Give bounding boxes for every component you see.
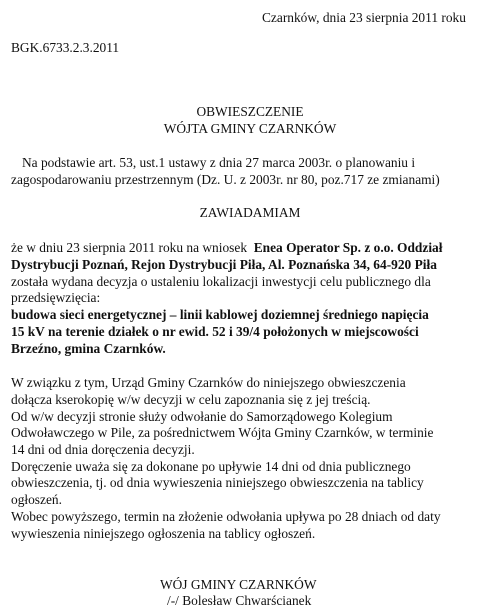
notice-line-1 (11, 240, 442, 256)
body-p3-line-2: obwieszczenia, tj. od dnia wywieszenia niniejszego obwieszczenia na tablicy (11, 475, 424, 490)
applicant-address: Dystrybucji Poznań, Rejon Dystrybucji Piła, Al. Poznańska 34, 64-920 Piła (11, 257, 437, 272)
applicant-name: Enea Operator Sp. z o.o. Oddział (253, 240, 443, 255)
signature-title: WÓJ GMINY CZARNKÓW (160, 577, 317, 592)
legal-basis-line-1: Na podstawie art. 53, ust.1 ustawy z dnia 27 marca 2003r. o planowaniu i (22, 155, 416, 170)
body-p2-line-2: Odwoławczego w Pile, za pośrednictwem Wójta Gminy Czarnków, w terminie (11, 425, 434, 440)
investment-line-3: Brzeźno, gmina Czarnków. (11, 341, 166, 356)
signature-name: /-/ Bolesław Chwarścianek (167, 593, 312, 608)
legal-basis-line-2: zagospodarowaniu przestrzennym (Dz. U. z 2003r. nr 80, poz.717 ze zmianami) (11, 172, 440, 187)
document-title: OBWIESZCZENIE (196, 104, 304, 119)
body-p2-line-1: Od w/w decyzji stronie służy odwołanie do Samorządowego Kolegium (11, 409, 393, 424)
notice-intro: że w dniu 23 sierpnia 2011 roku na wniosek (11, 240, 248, 255)
body-p1-line-2: dołącza kserokopię w/w decyzji w celu zapoznania się z jej treścią. (11, 392, 371, 407)
body-p2-line-3: 14 dni od dnia doręczenia decyzji. (11, 442, 195, 457)
reference-number: BGK.6733.2.3.2011 (11, 40, 120, 55)
body-p3-line-3: ogłoszeń. (11, 492, 62, 507)
investment-line-2: 15 kV na terenie działek o nr ewid. 52 i 39/4 położonych w miejscowości (11, 324, 419, 339)
body-p3-line-1: Doręczenie uważa się za dokonane po upływie 14 dni od dnia publicznego (11, 459, 411, 474)
body-p1-line-1: W związku z tym, Urząd Gminy Czarnków do niniejszego obwieszczenia (11, 375, 406, 390)
body-p4-line-1: Wobec powyższego, termin na złożenie odwołania upływa po 28 dniach od daty (11, 509, 441, 524)
document-issuer: WÓJTA GMINY CZARNKÓW (163, 121, 337, 136)
body-p4-line-2: wywieszenia niniejszego ogłoszenia na tablicy ogłoszeń. (11, 526, 316, 541)
investment-line-1: budowa sieci energetycznej – linii kablowej doziemnej średniego napięcia (11, 307, 429, 322)
notice-line-3: została wydana decyzja o ustaleniu lokalizacji inwestycji celu publicznego dla (11, 274, 431, 289)
announcement-heading: ZAWIADAMIAM (199, 205, 301, 220)
place-date: Czarnków, dnia 23 sierpnia 2011 roku (262, 10, 466, 25)
notice-line-4: przedsięwzięcia: (11, 290, 101, 305)
